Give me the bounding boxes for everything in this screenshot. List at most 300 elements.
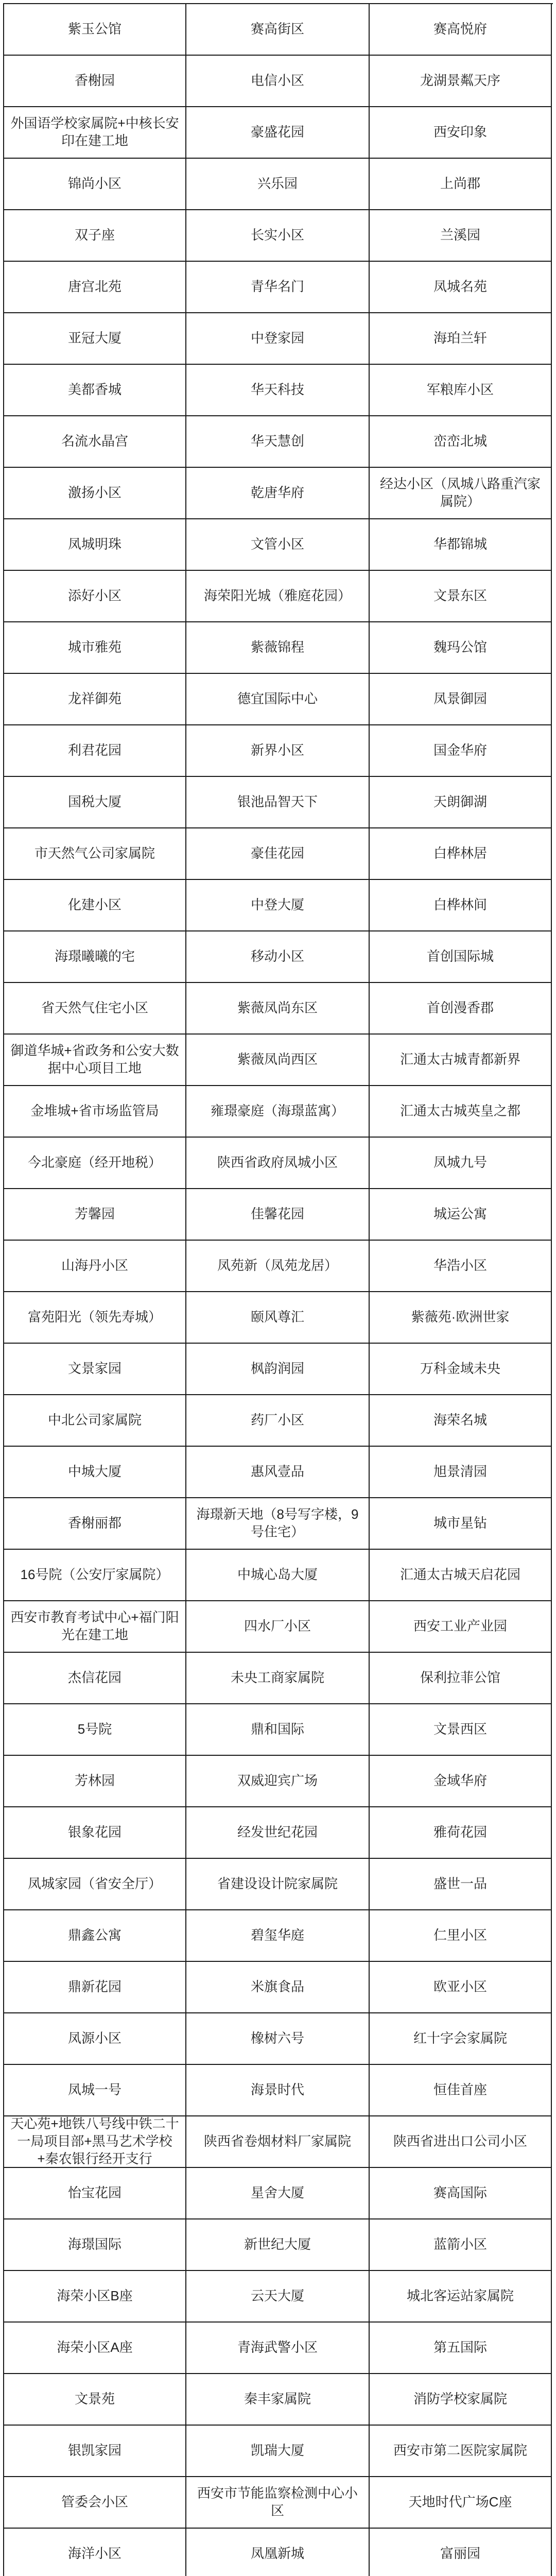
table-cell bbox=[370, 1601, 552, 1653]
table-cell bbox=[370, 2065, 552, 2116]
cell-text: 赛高街区 bbox=[250, 21, 304, 37]
cell-text: 芳林园 bbox=[74, 1773, 115, 1789]
table-cell bbox=[370, 1241, 552, 1292]
table-cell bbox=[186, 1035, 370, 1086]
cell-text: 5号院 bbox=[77, 1721, 112, 1737]
cell-text: 华都锦城 bbox=[433, 536, 487, 552]
table-cell bbox=[186, 880, 370, 931]
table-cell bbox=[4, 725, 186, 777]
table-cell bbox=[186, 777, 370, 828]
table-cell bbox=[370, 2168, 552, 2219]
table-row bbox=[4, 2168, 553, 2219]
cell-text: 新世纪大厦 bbox=[244, 2236, 311, 2252]
table-cell bbox=[370, 2271, 552, 2323]
cell-text: 金堆城+省市场监管局 bbox=[30, 1103, 159, 1119]
table-cell bbox=[370, 2477, 552, 2529]
table-cell bbox=[370, 777, 552, 828]
table-cell bbox=[186, 56, 370, 107]
cell-text: 山海丹小区 bbox=[61, 1258, 128, 1274]
table-row bbox=[4, 519, 553, 571]
cell-text: 凤城明珠 bbox=[67, 536, 121, 552]
table-cell bbox=[4, 1035, 186, 1086]
table-cell bbox=[370, 365, 552, 416]
cell-text: 赛高国际 bbox=[433, 2185, 487, 2201]
table-row bbox=[4, 1395, 553, 1447]
table-cell bbox=[186, 1807, 370, 1859]
table-cell bbox=[4, 2477, 186, 2529]
cell-text: 龙湖景粼天序 bbox=[420, 73, 500, 89]
cell-text: 青华名门 bbox=[250, 279, 304, 295]
table-cell bbox=[4, 2168, 186, 2219]
cell-text: 凤城家园（省安全厅） bbox=[27, 1876, 162, 1892]
table-row bbox=[4, 2323, 553, 2374]
table-row bbox=[4, 2529, 553, 2576]
cell-text: 汇通太古城天启花园 bbox=[399, 1567, 520, 1583]
cell-text: 首创漫香郡 bbox=[426, 1000, 494, 1016]
table-cell bbox=[370, 2426, 552, 2477]
table-cell bbox=[4, 1653, 186, 1704]
table-cell bbox=[186, 1138, 370, 1189]
table-cell bbox=[370, 1292, 552, 1344]
table-cell bbox=[186, 1086, 370, 1138]
table-row bbox=[4, 2219, 553, 2271]
table-cell bbox=[370, 1962, 552, 2013]
cell-text: 添好小区 bbox=[67, 588, 121, 604]
cell-text: 万科金域未央 bbox=[420, 1361, 500, 1377]
cell-text: 雍璟豪庭（海璟蓝寓） bbox=[210, 1103, 344, 1119]
table-cell bbox=[370, 1550, 552, 1601]
table-cell bbox=[4, 519, 186, 571]
cell-text: 唐宫北苑 bbox=[67, 279, 121, 295]
cell-text: 颐风尊汇 bbox=[250, 1309, 304, 1325]
table-cell bbox=[4, 2219, 186, 2271]
table-row bbox=[4, 365, 553, 416]
cell-text: 海璟曦曦的宅 bbox=[54, 948, 135, 964]
table-cell bbox=[370, 1395, 552, 1447]
table-cell bbox=[4, 1704, 186, 1756]
table-cell bbox=[370, 725, 552, 777]
table-cell bbox=[186, 1756, 370, 1807]
table-cell bbox=[4, 2271, 186, 2323]
table-cell bbox=[186, 1292, 370, 1344]
table-cell bbox=[186, 2013, 370, 2065]
table-cell bbox=[4, 931, 186, 983]
table-cell bbox=[4, 1498, 186, 1550]
cell-text: 海珀兰轩 bbox=[433, 330, 487, 346]
table-cell bbox=[186, 2219, 370, 2271]
table-cell bbox=[4, 1756, 186, 1807]
cell-text: 汇通太古城青都新界 bbox=[399, 1052, 520, 1067]
cell-text: 16号院（公安厅家属院） bbox=[20, 1567, 169, 1583]
table-cell bbox=[186, 1859, 370, 1910]
cell-text: 香榭丽都 bbox=[67, 1515, 121, 1531]
table-row bbox=[4, 1344, 553, 1395]
cell-text: 蓝箭小区 bbox=[433, 2236, 487, 2252]
table-row bbox=[4, 1189, 553, 1241]
table-cell bbox=[370, 1086, 552, 1138]
table-row bbox=[4, 1447, 553, 1498]
cell-text: 紫薇锦程 bbox=[250, 639, 304, 655]
table-row bbox=[4, 1035, 553, 1086]
table-cell bbox=[370, 1138, 552, 1189]
table-cell bbox=[4, 107, 186, 159]
cell-text: 紫薇苑·欧洲世家 bbox=[411, 1309, 510, 1325]
table-cell bbox=[186, 983, 370, 1035]
cell-text: 西安市教育考试中心+福门阳光在建工地 bbox=[10, 1609, 179, 1642]
table-row bbox=[4, 2271, 553, 2323]
table-cell bbox=[186, 1550, 370, 1601]
table-cell bbox=[370, 2323, 552, 2374]
cell-text: 银池品智天下 bbox=[237, 794, 318, 810]
cell-text: 药厂小区 bbox=[250, 1412, 304, 1428]
table-cell bbox=[4, 1241, 186, 1292]
table-cell bbox=[370, 1653, 552, 1704]
table-row bbox=[4, 468, 553, 519]
cell-text: 文景西区 bbox=[433, 1721, 487, 1737]
table-row bbox=[4, 828, 553, 880]
cell-text: 凤凰新城 bbox=[250, 2546, 304, 2562]
cell-text: 红十字会家属院 bbox=[413, 2030, 507, 2046]
cell-text: 名流水晶宫 bbox=[61, 433, 128, 449]
cell-text: 首创国际城 bbox=[426, 948, 494, 964]
table-row bbox=[4, 1138, 553, 1189]
table-cell bbox=[186, 2168, 370, 2219]
table-row bbox=[4, 2477, 553, 2529]
table-cell bbox=[370, 674, 552, 725]
cell-text: 管委会小区 bbox=[61, 2494, 128, 2510]
table-cell bbox=[370, 931, 552, 983]
cell-text: 第五国际 bbox=[433, 2340, 487, 2355]
table-cell bbox=[370, 1189, 552, 1241]
table-cell bbox=[186, 828, 370, 880]
table-cell bbox=[186, 622, 370, 674]
cell-text: 德宜国际中心 bbox=[237, 691, 318, 707]
cell-text: 华天慧创 bbox=[250, 433, 304, 449]
cell-text: 雅荷花园 bbox=[433, 1824, 487, 1840]
table-cell bbox=[370, 4, 552, 56]
cell-text: 四水厂小区 bbox=[244, 1618, 311, 1634]
cell-text: 化建小区 bbox=[67, 897, 121, 913]
table-cell bbox=[370, 828, 552, 880]
cell-text: 西安市第二医院家属院 bbox=[393, 2443, 527, 2459]
table-row bbox=[4, 1292, 553, 1344]
table-cell bbox=[4, 1138, 186, 1189]
cell-text: 省建设设计院家属院 bbox=[217, 1876, 338, 1892]
table-row bbox=[4, 416, 553, 468]
table-cell bbox=[186, 262, 370, 313]
cell-text: 华天科技 bbox=[250, 382, 304, 398]
table-cell bbox=[370, 2116, 552, 2168]
table-cell bbox=[4, 365, 186, 416]
cell-text: 文管小区 bbox=[250, 536, 304, 552]
cell-text: 双子座 bbox=[74, 227, 115, 243]
cell-text: 凯瑞大厦 bbox=[250, 2443, 304, 2459]
cell-text: 豪佳花园 bbox=[250, 845, 304, 861]
cell-text: 经达小区（凤城八路重汽家属院） bbox=[379, 476, 541, 509]
cell-text: 陕西省政府凤城小区 bbox=[217, 1155, 338, 1171]
cell-text: 紫玉公馆 bbox=[67, 21, 121, 37]
table-row bbox=[4, 1653, 553, 1704]
table-cell bbox=[370, 1807, 552, 1859]
table-row bbox=[4, 880, 553, 931]
cell-text: 保利拉菲公馆 bbox=[420, 1670, 500, 1686]
table-cell bbox=[4, 880, 186, 931]
cell-text: 凤城一号 bbox=[67, 2082, 121, 2098]
table-cell bbox=[4, 1807, 186, 1859]
cell-text: 富苑阳光（领先寿城） bbox=[27, 1309, 162, 1325]
table-cell bbox=[186, 2426, 370, 2477]
table-row bbox=[4, 1807, 553, 1859]
table-row bbox=[4, 2426, 553, 2477]
table-cell bbox=[186, 1241, 370, 1292]
cell-text: 海景时代 bbox=[250, 2082, 304, 2098]
table-cell bbox=[4, 1910, 186, 1962]
table-cell bbox=[370, 571, 552, 622]
table-cell bbox=[4, 2323, 186, 2374]
cell-text: 经发世纪花园 bbox=[237, 1824, 318, 1840]
cell-text: 紫薇凤尚西区 bbox=[237, 1052, 318, 1067]
table-cell bbox=[186, 2477, 370, 2529]
cell-text: 陕西省进出口公司小区 bbox=[393, 2133, 527, 2149]
cell-text: 市天然气公司家属院 bbox=[34, 845, 155, 861]
table-cell bbox=[4, 313, 186, 365]
table-cell bbox=[186, 674, 370, 725]
table-row bbox=[4, 1241, 553, 1292]
table-cell bbox=[4, 828, 186, 880]
table-cell bbox=[370, 1498, 552, 1550]
table-cell bbox=[4, 159, 186, 210]
table-cell bbox=[4, 416, 186, 468]
cell-text: 杰信花园 bbox=[67, 1670, 121, 1686]
table-cell bbox=[370, 1035, 552, 1086]
table-cell bbox=[370, 622, 552, 674]
cell-text: 海洋小区 bbox=[67, 2546, 121, 2562]
table-cell bbox=[186, 2323, 370, 2374]
table-cell bbox=[370, 1447, 552, 1498]
table-cell bbox=[370, 159, 552, 210]
cell-text: 金域华府 bbox=[433, 1773, 487, 1789]
cell-text: 海荣小区B座 bbox=[57, 2288, 133, 2304]
table-row bbox=[4, 1756, 553, 1807]
table-row bbox=[4, 2013, 553, 2065]
cell-text: 军粮库小区 bbox=[426, 382, 494, 398]
cell-text: 秦丰家属院 bbox=[244, 2391, 311, 2407]
table-cell bbox=[370, 107, 552, 159]
cell-text: 国税大厦 bbox=[67, 794, 121, 810]
table-cell bbox=[4, 262, 186, 313]
cell-text: 芳馨园 bbox=[74, 1206, 115, 1222]
cell-text: 西安工业产业园 bbox=[413, 1618, 507, 1634]
cell-text: 外国语学校家属院+中核长安印在建工地 bbox=[10, 115, 179, 148]
table-cell bbox=[186, 1962, 370, 2013]
cell-text: 兰溪园 bbox=[440, 227, 480, 243]
table-cell bbox=[4, 1550, 186, 1601]
table-row bbox=[4, 56, 553, 107]
cell-text: 中城大厦 bbox=[67, 1464, 121, 1480]
table-row bbox=[4, 262, 553, 313]
table-row bbox=[4, 674, 553, 725]
table-cell bbox=[370, 1910, 552, 1962]
table-cell bbox=[186, 1498, 370, 1550]
cell-text: 旭景清园 bbox=[433, 1464, 487, 1480]
cell-text: 豪盛花园 bbox=[250, 124, 304, 140]
table-row bbox=[4, 725, 553, 777]
table-cell bbox=[186, 107, 370, 159]
table-cell bbox=[4, 1601, 186, 1653]
table-cell bbox=[370, 262, 552, 313]
cell-text: 盛世一品 bbox=[433, 1876, 487, 1892]
table-cell bbox=[370, 2529, 552, 2576]
cell-text: 白桦林居 bbox=[433, 845, 487, 861]
table-row bbox=[4, 1704, 553, 1756]
table-row bbox=[4, 1086, 553, 1138]
cell-text: 国金华府 bbox=[433, 742, 487, 758]
cell-text: 龙祥御苑 bbox=[67, 691, 121, 707]
table-cell bbox=[4, 56, 186, 107]
table-cell bbox=[4, 622, 186, 674]
table-cell bbox=[370, 2013, 552, 2065]
cell-text: 城北客运站家属院 bbox=[406, 2288, 514, 2304]
cell-text: 恒佳首座 bbox=[433, 2082, 487, 2098]
table-row bbox=[4, 1550, 553, 1601]
table-cell bbox=[4, 1962, 186, 2013]
cell-text: 峦峦北城 bbox=[433, 433, 487, 449]
cell-text: 激扬小区 bbox=[67, 485, 121, 501]
cell-text: 银象花园 bbox=[67, 1824, 121, 1840]
table-cell bbox=[186, 1653, 370, 1704]
table-cell bbox=[4, 4, 186, 56]
table-cell bbox=[186, 2374, 370, 2426]
table-cell bbox=[4, 1859, 186, 1910]
table-row bbox=[4, 313, 553, 365]
table-cell bbox=[4, 983, 186, 1035]
cell-text: 城市雅苑 bbox=[67, 639, 121, 655]
cell-text: 凤城九号 bbox=[433, 1155, 487, 1171]
table-cell bbox=[186, 1189, 370, 1241]
table-row bbox=[4, 777, 553, 828]
cell-text: 紫薇凤尚东区 bbox=[237, 1000, 318, 1016]
table-cell bbox=[4, 571, 186, 622]
cell-text: 米旗食品 bbox=[250, 1979, 304, 1995]
cell-text: 枫韵润园 bbox=[250, 1361, 304, 1377]
cell-text: 利君花园 bbox=[67, 742, 121, 758]
table-row bbox=[4, 1498, 553, 1550]
table-cell bbox=[186, 1447, 370, 1498]
cell-text: 文景苑 bbox=[74, 2391, 115, 2407]
cell-text: 未央工商家属院 bbox=[230, 1670, 324, 1686]
table-cell bbox=[370, 519, 552, 571]
cell-text: 御道华城+省政务和公安大数据中心项目工地 bbox=[10, 1043, 179, 1076]
cell-text: 中北公司家属院 bbox=[47, 1412, 142, 1428]
cell-text: 天心苑+地铁八号线中铁二十一局项目部+黑马艺术学校+秦农银行经开支行 bbox=[10, 2116, 179, 2166]
table-cell bbox=[186, 519, 370, 571]
table-row bbox=[4, 4, 553, 56]
table-cell bbox=[4, 468, 186, 519]
cell-text: 鼎鑫公寓 bbox=[67, 1927, 121, 1943]
cell-text: 惠风壹品 bbox=[250, 1464, 304, 1480]
table-cell bbox=[4, 1086, 186, 1138]
table-cell bbox=[4, 2529, 186, 2576]
cell-text: 汇通太古城英皇之都 bbox=[399, 1103, 520, 1119]
table-cell bbox=[370, 313, 552, 365]
table-cell bbox=[186, 2529, 370, 2576]
table-cell bbox=[370, 56, 552, 107]
cell-text: 富丽园 bbox=[440, 2546, 480, 2562]
cell-text: 上尚郡 bbox=[440, 176, 480, 192]
table-cell bbox=[4, 2426, 186, 2477]
cell-text: 橡树六号 bbox=[250, 2030, 304, 2046]
cell-text: 碧玺华庭 bbox=[250, 1927, 304, 1943]
table-row bbox=[4, 2116, 553, 2168]
table-row bbox=[4, 1910, 553, 1962]
table-row bbox=[4, 1859, 553, 1910]
table-row bbox=[4, 2065, 553, 2116]
table-cell bbox=[186, 1910, 370, 1962]
table-cell bbox=[186, 931, 370, 983]
cell-text: 中城心岛大厦 bbox=[237, 1567, 318, 1583]
cell-text: 欧亚小区 bbox=[433, 1979, 487, 1995]
table-cell bbox=[186, 416, 370, 468]
table-cell bbox=[370, 1756, 552, 1807]
cell-text: 银凯家园 bbox=[67, 2443, 121, 2459]
cell-text: 美都香城 bbox=[67, 382, 121, 398]
table-row bbox=[4, 983, 553, 1035]
table-cell bbox=[186, 365, 370, 416]
table-cell bbox=[186, 1704, 370, 1756]
cell-text: 长实小区 bbox=[250, 227, 304, 243]
cell-text: 锦尚小区 bbox=[67, 176, 121, 192]
table-cell bbox=[186, 468, 370, 519]
table-cell bbox=[186, 1601, 370, 1653]
table-row bbox=[4, 210, 553, 262]
cell-text: 城运公寓 bbox=[433, 1206, 487, 1222]
cell-text: 乾唐华府 bbox=[250, 485, 304, 501]
table-cell bbox=[370, 210, 552, 262]
cell-text: 海璟新天地（8号写字楼，9号住宅） bbox=[196, 1506, 359, 1539]
table-cell bbox=[186, 159, 370, 210]
cell-text: 天地时代广场C座 bbox=[408, 2494, 512, 2510]
table-row bbox=[4, 1962, 553, 2013]
cell-text: 文景家园 bbox=[67, 1361, 121, 1377]
table-cell bbox=[4, 1344, 186, 1395]
cell-text: 凤苑新（凤苑龙居） bbox=[217, 1258, 338, 1274]
table-cell bbox=[370, 2374, 552, 2426]
table-cell bbox=[4, 2065, 186, 2116]
cell-text: 兴乐园 bbox=[257, 176, 298, 192]
table-row bbox=[4, 1601, 553, 1653]
table-cell bbox=[186, 313, 370, 365]
table-cell bbox=[186, 2271, 370, 2323]
table-row bbox=[4, 2374, 553, 2426]
cell-text: 中登家园 bbox=[250, 330, 304, 346]
table-cell bbox=[186, 2116, 370, 2168]
table-row bbox=[4, 931, 553, 983]
cell-text: 鼎和国际 bbox=[250, 1721, 304, 1737]
cell-text: 省天然气住宅小区 bbox=[41, 1000, 148, 1016]
cell-text: 电信小区 bbox=[250, 73, 304, 89]
table-cell bbox=[370, 1704, 552, 1756]
table-cell bbox=[4, 1189, 186, 1241]
cell-text: 海荣名城 bbox=[433, 1412, 487, 1428]
cell-text: 天朗御湖 bbox=[433, 794, 487, 810]
table-cell bbox=[370, 1344, 552, 1395]
table-cell bbox=[370, 468, 552, 519]
cell-text: 凤景御园 bbox=[433, 691, 487, 707]
table-row bbox=[4, 107, 553, 159]
cell-text: 亚冠大厦 bbox=[67, 330, 121, 346]
table-cell bbox=[4, 1292, 186, 1344]
table-row bbox=[4, 622, 553, 674]
